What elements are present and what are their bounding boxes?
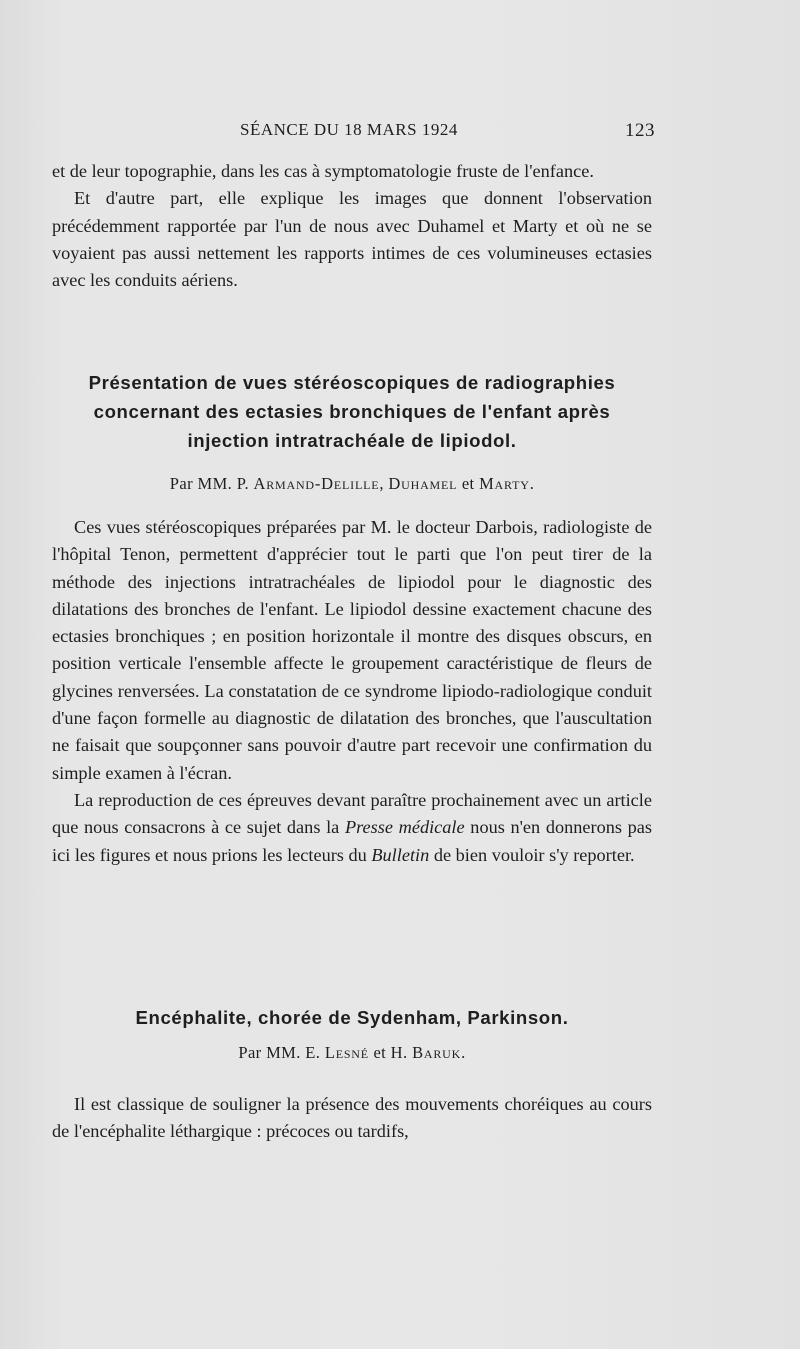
byline-conjunction: et [461, 474, 475, 493]
byline-prefix: Par MM. P. [169, 474, 249, 493]
byline-end: . [529, 474, 535, 493]
author-name: Armand-Delille [253, 474, 380, 493]
paragraph [52, 787, 652, 869]
section-title: Encéphalite, chorée de Sydenham, Parkinson. [135, 1007, 569, 1028]
author-byline [50, 1043, 654, 1063]
author-name: Duhamel [388, 474, 458, 493]
continuation-text [52, 158, 652, 294]
journal-title: Bulletin [371, 844, 430, 865]
paragraph: Il est classique de souligner la présence des mouvements choréiques au cours de l'encéphalite léthargique : précoces ou tardifs, [52, 1094, 652, 1142]
byline-separator: , [379, 474, 384, 493]
text-run: nous n'en donnerons pas ici les figures et nous prions les lecteurs du [52, 817, 653, 865]
section-body [52, 1091, 652, 1146]
running-header [55, 120, 655, 144]
author-name: Baruk [412, 1043, 462, 1062]
paragraph: et de leur topographie, dans les cas à symptomatologie fruste de l'enfance. [52, 161, 594, 181]
author-name: Marty [479, 474, 530, 493]
section-title: Présentation de vues stéréoscopiques de radiographies concernant des ectasies bronchiques de l'enfant après injection intratrachéale de lipiodol. [88, 372, 616, 451]
author-name: Lesné [324, 1043, 369, 1062]
byline-conjunction: et H. [373, 1043, 408, 1062]
byline-end: . [461, 1043, 466, 1062]
section-body [52, 514, 652, 869]
paragraph: Et d'autre part, elle explique les images que donnent l'observation précédemment rapportée par l'un de nous avec Duhamel et Marty et où ne se voyaient pas aussi nettement les rapports intimes de ces volumineuses ectasies avec les conduits aériens. [52, 188, 652, 291]
paragraph: Ces vues stéréoscopiques préparées par M. le docteur Darbois, radiologiste de l'hôpital Tenon, permettent d'apprécier tout le parti que l'on peut tirer de la méthode des injections intratrachéales de lipiodol pour le diagnostic des dilatations des bronches de l'enfant. Le lipiodol dessine exactement chacune des ectasies bronchiques ; en position horizontale il montre des disques obscurs, en position verticale l'ensemble affecte le groupement caractéristique de fleurs de glycines renversées. La constatation de ce syndrome lipiodo-radiologique conduit d'une façon formelle au diagnostic de dilatation des bronches, que l'auscultation ne faisait que soupçonner sans pouvoir d'autre part recevoir une confirmation du simple examen à l'écran. [52, 517, 652, 783]
author-byline [50, 474, 654, 494]
journal-title: Presse médicale [344, 817, 465, 838]
text-run: La reproduction de ces épreuves devant paraître prochainement avec un article que nous consacrons à ce sujet dans la [52, 789, 652, 838]
running-title: SÉANCE DU 18 MARS 1924 [240, 120, 458, 139]
page-number: 123 [625, 120, 655, 141]
text-run: de bien vouloir s'y reporter. [433, 844, 635, 865]
byline-prefix: Par MM. E. [238, 1043, 321, 1062]
